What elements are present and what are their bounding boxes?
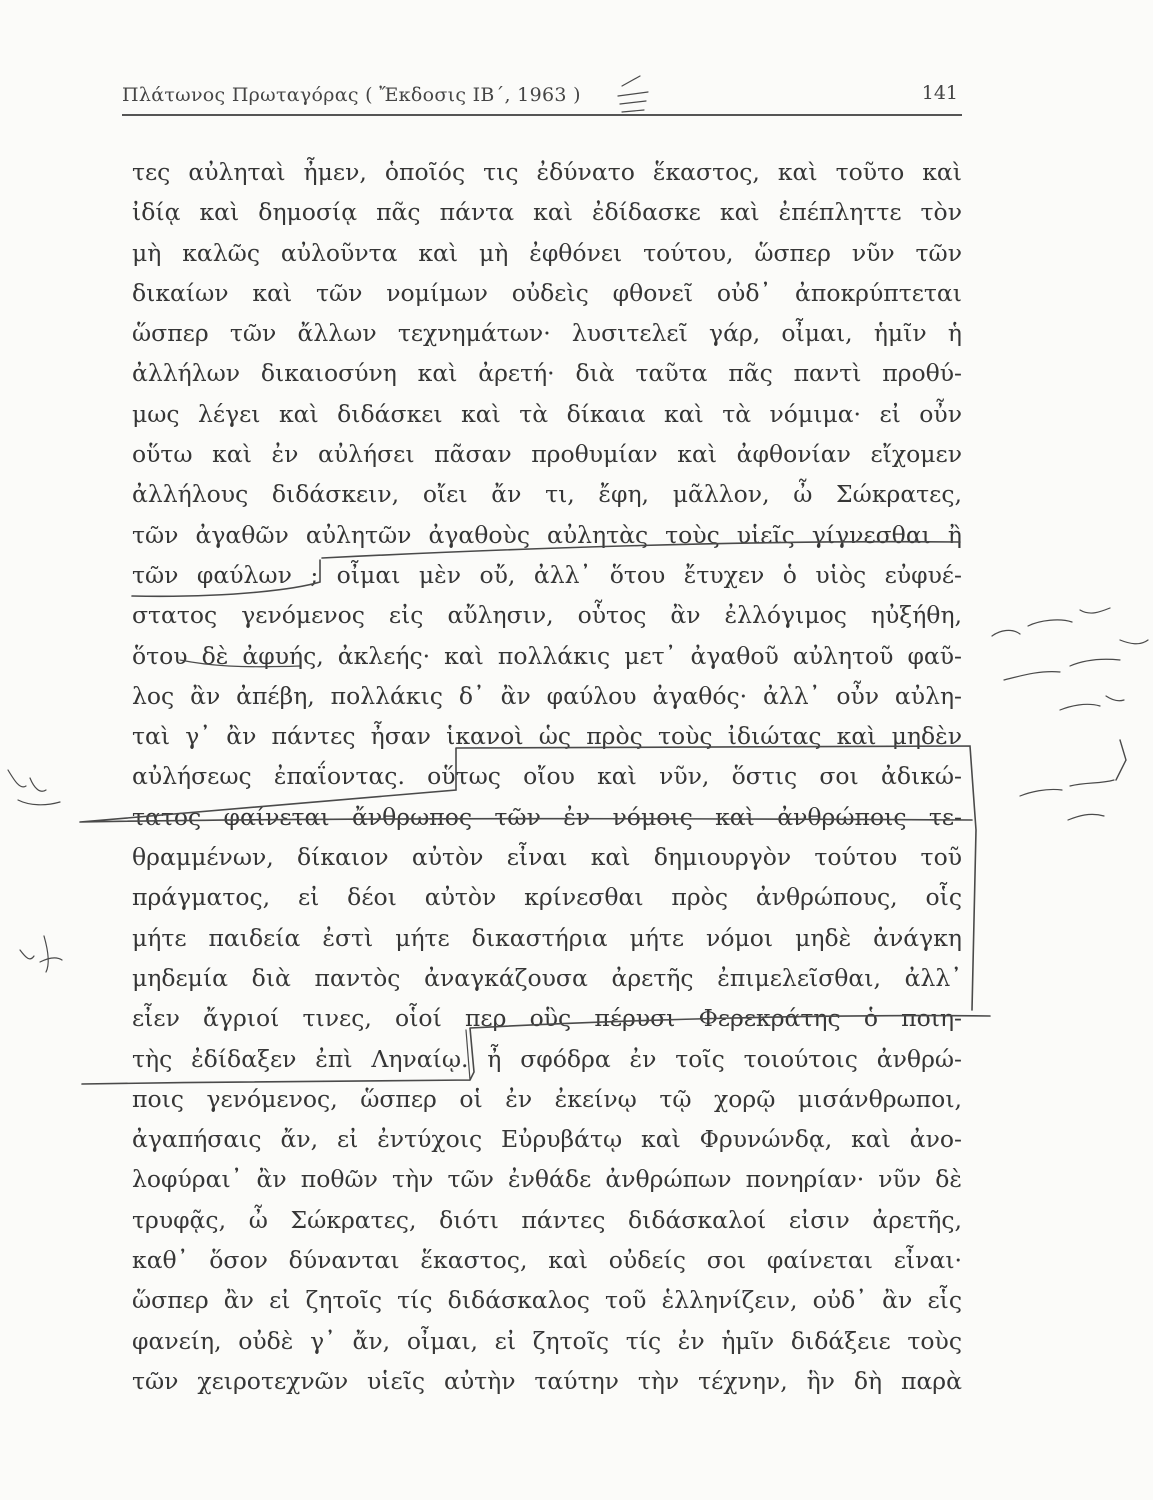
text-line: ποις γενόμενος, ὥσπερ οἱ ἐν ἐκείνῳ τῷ χορῷ μισάνθρωποι, <box>132 1084 962 1113</box>
header-rule <box>122 114 962 116</box>
text-line: ὥσπερ τῶν ἄλλων τεχνημάτων· λυσιτελεῖ γάρ, οἶμαι, ἡμῖν ἡ <box>132 319 962 348</box>
text-line: τατος φαίνεται ἄνθρωπος τῶν ἐν νόμοις καὶ ἀνθρώποις τε- <box>132 802 962 831</box>
text-line: μήτε παιδεία ἐστὶ μήτε δικαστήρια μήτε νόμοι μηδὲ ἀνάγκη <box>132 923 962 952</box>
text-line: τῶν χειροτεχνῶν υἱεῖς αὐτὴν ταύτην τὴν τέχνην, ἣν δὴ παρὰ <box>132 1366 962 1395</box>
text-line: μηδεμία διὰ παντὸς ἀναγκάζουσα ἀρετῆς ἐπιμελεῖσθαι, ἀλλ᾽ <box>132 963 962 992</box>
text-line: μως λέγει καὶ διδάσκει καὶ τὰ δίκαια καὶ τὰ νόμιμα· εἰ οὖν <box>132 399 962 428</box>
text-line: λοφύραι᾽ ἂν ποθῶν τὴν τῶν ἐνθάδε ἀνθρώπων πονηρίαν· νῦν δὲ <box>132 1165 962 1194</box>
text-line: ὅτου δὲ ἀφυής, ἀκλεής· καὶ πολλάκις μετ᾽ ἀγαθοῦ αὐλητοῦ φαῦ- <box>132 641 962 670</box>
text-line: θραμμένων, δίκαιον αὐτὸν εἶναι καὶ δημιουργὸν τούτου τοῦ <box>132 843 962 872</box>
page-number: 141 <box>921 82 958 104</box>
text-line: ἀλλήλων δικαιοσύνη καὶ ἀρετή· διὰ ταῦτα πᾶς παντὶ προθύ- <box>132 359 962 388</box>
text-line: εἶεν ἄγριοί τινες, οἷοί περ οὓς πέρυσι Φερεκράτης ὁ ποιη- <box>132 1004 962 1033</box>
text-line: τρυφᾷς, ὦ Σώκρατες, διότι πάντες διδάσκαλοί εἰσιν ἀρετῆς, <box>132 1205 962 1234</box>
text-line: ἰδίᾳ καὶ δημοσίᾳ πᾶς πάντα καὶ ἐδίδασκε καὶ ἐπέπληττε τὸν <box>132 198 962 227</box>
text-line: αὐλήσεως ἐπαΐοντας. οὕτως οἴου καὶ νῦν, ὅστις σοι ἀδικώ- <box>132 762 962 791</box>
text-line: ἀλλήλους διδάσκειν, οἴει ἄν τι, ἔφη, μᾶλλον, ὦ Σώκρατες, <box>132 480 962 509</box>
text-line: πράγματος, εἰ δέοι αὐτὸν κρίνεσθαι πρὸς ἀνθρώπους, οἷς <box>132 883 962 912</box>
text-line: λος ἂν ἀπέβη, πολλάκις δ᾽ ἂν φαύλου ἀγαθός· ἀλλ᾽ οὖν αὐλη- <box>132 681 962 710</box>
text-line: τες αὐληταὶ ἦμεν, ὁποῖός τις ἐδύνατο ἕκαστος, καὶ τοῦτο καὶ <box>132 158 962 186</box>
running-header <box>122 78 962 108</box>
text-line: στατος γενόμενος εἰς αὔλησιν, οὗτος ἂν ἐλλόγιμος ηὐξήθη, <box>132 601 962 630</box>
text-line: καθ᾽ ὅσον δύνανται ἕκαστος, καὶ οὐδείς σοι φαίνεται εἶναι· <box>132 1246 962 1275</box>
text-line: μὴ καλῶς αὐλοῦντα καὶ μὴ ἐφθόνει τούτου, ὥσπερ νῦν τῶν <box>132 238 962 267</box>
text-line: ταὶ γ᾽ ἂν πάντες ἦσαν ἱκανοὶ ὡς πρὸς τοὺς ἰδιώτας καὶ μηδὲν <box>132 722 962 751</box>
text-line: φανείη, οὐδὲ γ᾽ ἄν, οἶμαι, εἰ ζητοῖς τίς ἐν ἡμῖν διδάξειε τοὺς <box>132 1326 962 1355</box>
text-line: τῶν ἀγαθῶν αὐλητῶν ἀγαθοὺς αὐλητὰς τοὺς υἱεῖς γίγνεσθαι ἢ <box>132 520 962 549</box>
header-title: Πλάτωνος Πρωταγόρας ( Ἔκδοσις ΙΒ΄, 1963 ) <box>122 84 581 106</box>
greek-text-body <box>132 152 962 1401</box>
text-line: ὥσπερ ἂν εἰ ζητοῖς τίς διδάσκαλος τοῦ ἑλληνίζειν, οὐδ᾽ ἂν εἷς <box>132 1286 962 1315</box>
text-line: οὕτω καὶ ἐν αὐλήσει πᾶσαν προθυμίαν καὶ ἀφθονίαν εἴχομεν <box>132 440 962 469</box>
text-line: τῶν φαύλων ; οἶμαι μὲν οὔ, ἀλλ᾽ ὅτου ἔτυχεν ὁ υἱὸς εὐφυέ- <box>132 560 962 589</box>
text-line: τὴς ἐδίδαξεν ἐπὶ Ληναίῳ. ἦ σφόδρα ἐν τοῖς τοιούτοις ἀνθρώ- <box>132 1044 962 1073</box>
text-line: δικαίων καὶ τῶν νομίμων οὐδεὶς φθονεῖ οὐδ᾽ ἀποκρύπτεται <box>132 278 962 307</box>
text-line: ἀγαπήσαις ἄν, εἰ ἐντύχοις Εὐρυβάτῳ καὶ Φρυνώνδᾳ, καὶ ἀνο- <box>132 1125 962 1154</box>
